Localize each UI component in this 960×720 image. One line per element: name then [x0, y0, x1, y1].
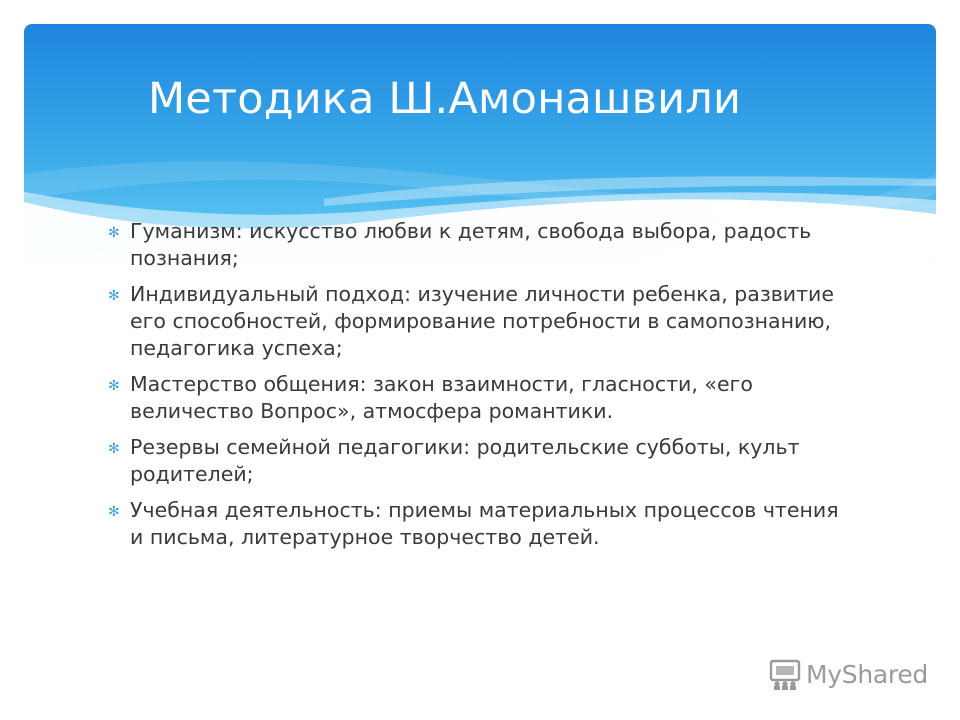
list-item [108, 497, 848, 551]
list-item [108, 371, 848, 425]
slide-title: Методика Ш.Амонашвили [148, 74, 742, 124]
list-item [108, 281, 848, 362]
list-item-text: Учебная деятельность: приемы материальных процессов чтения и письма, литературное творчество детей. [130, 498, 839, 549]
watermark-logo [768, 656, 928, 692]
classroom-icon [768, 657, 802, 691]
asterisk-icon: ✻ [108, 225, 120, 241]
bullet-list [108, 218, 848, 560]
list-item-text: Мастерство общения: закон взаимности, гласности, «его величество Вопрос», атмосфера романтики. [130, 372, 753, 423]
asterisk-icon: ✻ [108, 378, 120, 394]
list-item [108, 218, 848, 272]
watermark-text: MyShared [806, 659, 928, 689]
list-item-text: Гуманизм: искусство любви к детям, свобода выбора, радость познания; [130, 219, 812, 270]
list-item-text: Резервы семейной педагогики: родительские субботы, культ родителей; [130, 435, 800, 486]
list-item [108, 434, 848, 488]
list-item-text: Индивидуальный подход: изучение личности ребенка, развитие его способностей, формирование потребности в самопознанию, педагогика успеха; [130, 282, 834, 360]
asterisk-icon: ✻ [108, 288, 120, 304]
asterisk-icon: ✻ [108, 441, 120, 457]
asterisk-icon: ✻ [108, 504, 120, 520]
